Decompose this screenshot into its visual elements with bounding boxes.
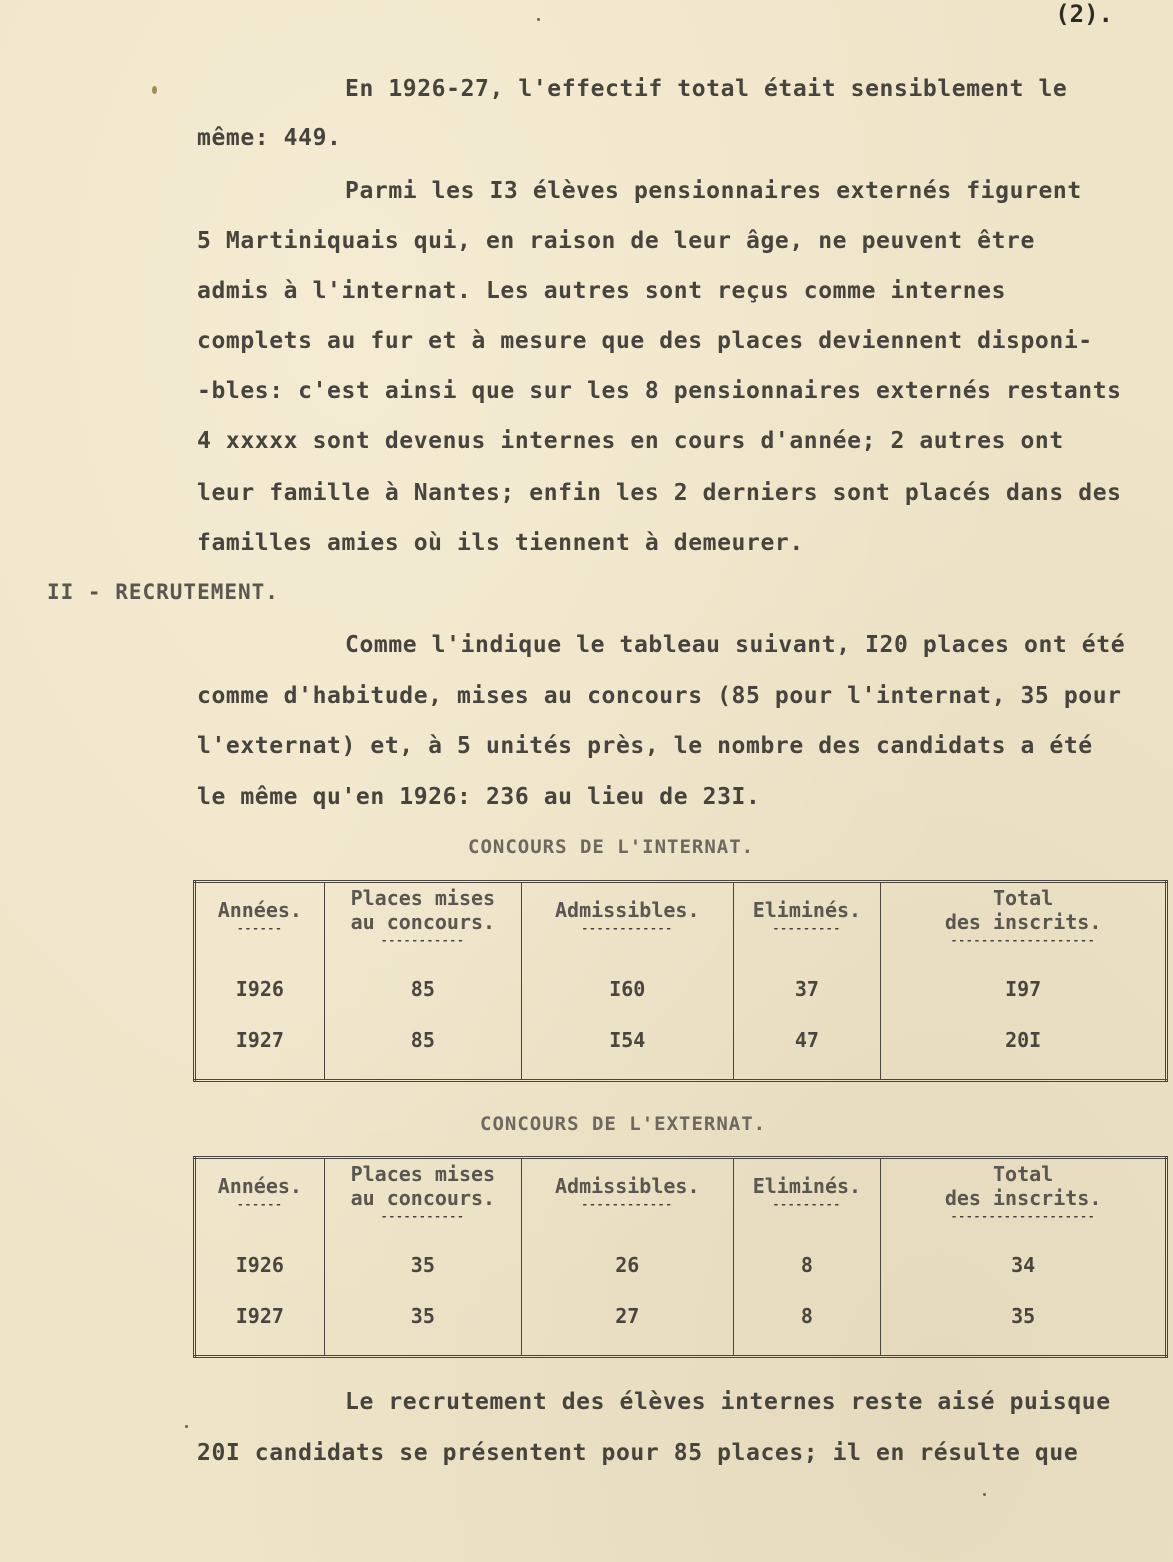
table-row	[195, 1225, 1167, 1290]
header-underline: -----------	[380, 1210, 465, 1223]
header-admissibles: Admissibles. ------------	[522, 882, 734, 950]
cell-total: 34	[881, 1225, 1167, 1290]
cell-elimines: 8	[733, 1225, 881, 1290]
cell-places: 85	[324, 949, 521, 1014]
table-externat	[193, 1156, 1168, 1358]
header-years: Années. ------	[195, 1158, 325, 1226]
table-internat-title: CONCOURS DE L'INTERNAT.	[468, 836, 755, 858]
paragraph-2-line: -bles: c'est ainsi que sur les 8 pensionnaires externés restants	[197, 378, 1122, 404]
header-underline: ------------	[581, 1198, 674, 1211]
header-underline: -----------	[380, 934, 465, 947]
table-row	[195, 949, 1167, 1014]
cell-places: 35	[324, 1225, 521, 1290]
header-underline: -------------------	[950, 934, 1096, 947]
cell-year: I926	[195, 949, 325, 1014]
header-places: Places mises au concours. -----------	[324, 882, 521, 950]
cell-elimines: 37	[733, 949, 881, 1014]
cell-year: I926	[195, 1225, 325, 1290]
cell-admissibles: I60	[522, 949, 734, 1014]
paragraph-1-line: En 1926-27, l'effectif total était sensiblement le	[345, 76, 1068, 102]
cell-elimines: 47	[733, 1014, 881, 1081]
table-row	[195, 1290, 1167, 1357]
header-underline: ------------	[581, 922, 674, 935]
paragraph-2-line: familles amies où ils tiennent à demeurer.	[197, 530, 804, 556]
paper-speck	[537, 18, 540, 21]
page-number: (2).	[1055, 0, 1113, 28]
table-header-row	[195, 1158, 1167, 1226]
table-externat-title: CONCOURS DE L'EXTERNAT.	[480, 1113, 767, 1135]
paragraph-4-line: Le recrutement des élèves internes reste aisé puisque	[345, 1389, 1111, 1415]
cell-places: 85	[324, 1014, 521, 1081]
cell-admissibles: I54	[522, 1014, 734, 1081]
header-underline: ---------	[772, 922, 842, 935]
cell-places: 35	[324, 1290, 521, 1357]
table-header-row	[195, 882, 1167, 950]
table-internat	[193, 880, 1168, 1082]
cell-total: 20I	[881, 1014, 1167, 1081]
header-admissibles: Admissibles. ------------	[522, 1158, 734, 1226]
paragraph-2-line: 5 Martiniquais qui, en raison de leur âge, ne peuvent être	[197, 228, 1035, 254]
header-total: Total des inscrits. -------------------	[881, 1158, 1167, 1226]
header-elimines: Eliminés. ---------	[733, 1158, 881, 1226]
cell-admissibles: 26	[522, 1225, 734, 1290]
header-total: Total des inscrits. -------------------	[881, 882, 1167, 950]
cell-year: I927	[195, 1290, 325, 1357]
header-places: Places mises au concours. -----------	[324, 1158, 521, 1226]
header-elimines: Eliminés. ---------	[733, 882, 881, 950]
table-row	[195, 1014, 1167, 1081]
header-years: Années. ------	[195, 882, 325, 950]
cell-year: I927	[195, 1014, 325, 1081]
cell-total: I97	[881, 949, 1167, 1014]
paragraph-2-line: complets au fur et à mesure que des places deviennent disponi-	[197, 328, 1093, 354]
paragraph-4-line: 20I candidats se présentent pour 85 places; il en résulte que	[197, 1440, 1079, 1466]
paper-speck	[185, 1425, 188, 1428]
paper-speck	[983, 1493, 986, 1496]
header-underline: ------	[236, 922, 283, 935]
paragraph-3-line: comme d'habitude, mises au concours (85 pour l'internat, 35 pour	[197, 683, 1122, 709]
header-underline: -------------------	[950, 1210, 1096, 1223]
header-underline: ---------	[772, 1198, 842, 1211]
paragraph-2-line: 4 xxxxx sont devenus internes en cours d'année; 2 autres ont	[197, 428, 1064, 454]
paragraph-3-line: Comme l'indique le tableau suivant, I20 places ont été	[345, 632, 1126, 658]
paper-stain	[152, 86, 157, 94]
paragraph-2-line: leur famille à Nantes; enfin les 2 derniers sont placés dans des	[197, 480, 1122, 506]
header-underline: ------	[236, 1198, 283, 1211]
paragraph-2-line: Parmi les I3 élèves pensionnaires externés figurent	[345, 178, 1082, 204]
paragraph-3-line: le même qu'en 1926: 236 au lieu de 23I.	[197, 784, 761, 810]
paragraph-3-line: l'externat) et, à 5 unités près, le nombre des candidats a été	[197, 733, 1093, 759]
cell-total: 35	[881, 1290, 1167, 1357]
paragraph-1-line: même: 449.	[197, 125, 342, 151]
section-heading: II - RECRUTEMENT.	[47, 580, 279, 604]
cell-admissibles: 27	[522, 1290, 734, 1357]
paragraph-2-line: admis à l'internat. Les autres sont reçus comme internes	[197, 278, 1007, 304]
cell-elimines: 8	[733, 1290, 881, 1357]
